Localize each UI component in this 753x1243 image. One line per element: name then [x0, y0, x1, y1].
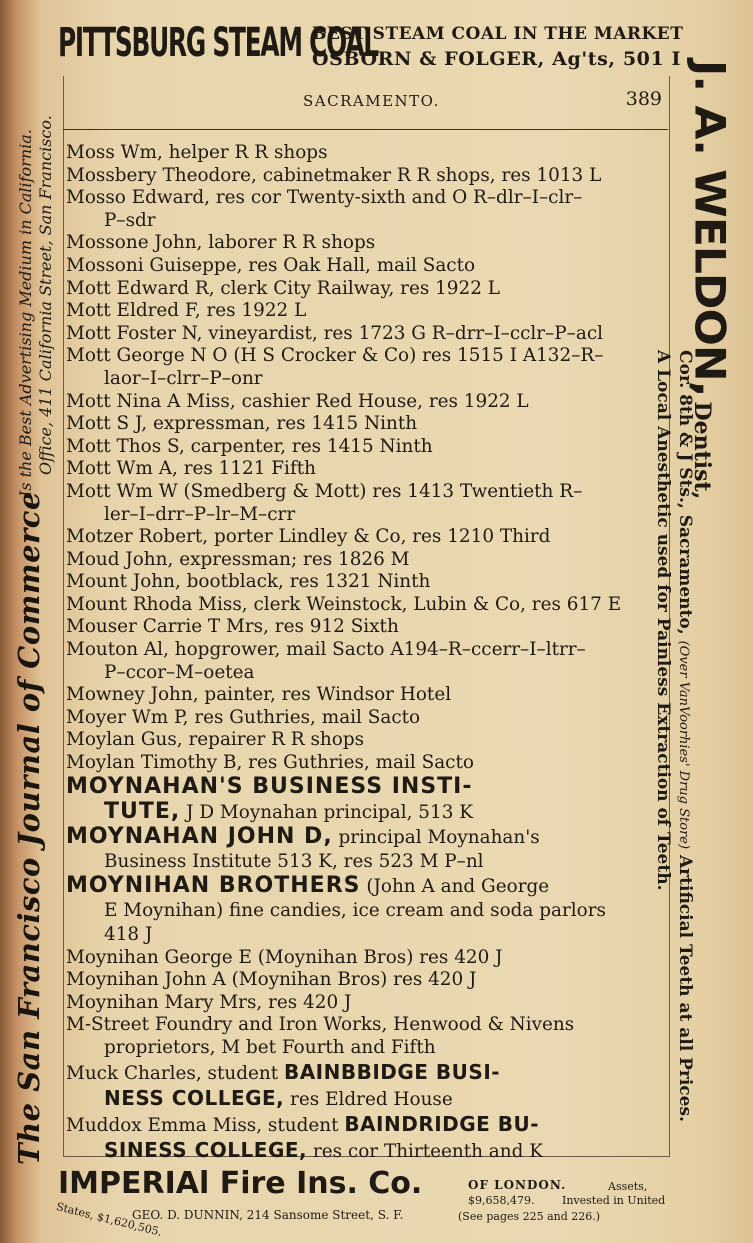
- bottom-ad-rates: States, $1,620,505.: [54, 1200, 164, 1239]
- directory-entry: Mouser Carrie T Mrs, res 912 Sixth: [66, 616, 399, 638]
- right-advertisement: [653, 60, 735, 1122]
- right-ad-name: J. A. WELDON,: [685, 60, 734, 397]
- directory-entry: Moynihan Mary Mrs, res 420 J: [66, 991, 352, 1013]
- directory-entry: Mossbery Theodore, cabinetmaker R R shops, res 1013 L: [66, 164, 602, 186]
- left-ad-main: The San Francisco Journal of Commerce: [12, 491, 46, 1165]
- directory-entry: Mossone John, laborer R R shops: [66, 232, 376, 254]
- directory-entry: Mott Wm A, res 1121 Fifth: [66, 458, 316, 480]
- directory-entries: [66, 142, 662, 1164]
- bottom-ad-agent: GEO. D. DUNNIN, 214 Sansome Street, S. F.: [132, 1208, 404, 1222]
- bottom-ad-assets: Assets,: [608, 1180, 648, 1193]
- directory-entry-bold: MOYNIHAN BROTHERS (John A and George E Moynihan) fine candies, ice cream and soda parlors 418 J: [66, 872, 606, 945]
- right-ad-title: Dentist,: [689, 401, 715, 500]
- directory-entry: Mossoni Guiseppe, res Oak Hall, mail Sacto: [66, 254, 476, 276]
- bottom-advertisement: [54, 1160, 694, 1240]
- right-ad-line3: A Local Anesthetic used for Painless Extraction of Teeth.: [653, 350, 673, 891]
- directory-entry: Mott S J, expressman, res 1415 Ninth: [66, 413, 418, 435]
- directory-entry: Moud John, expressman; res 1826 M: [66, 548, 410, 570]
- directory-entry: Moynihan John A (Moynihan Bros) res 420 J: [66, 969, 477, 991]
- bottom-ad-see: (See pages 225 and 226.): [458, 1210, 601, 1223]
- right-ad-line2: Cor. 8th & J Sts., Sacramento, (Over VanVoorhies' Drug Store) Artificial Teeth at all Prices.: [675, 350, 695, 1122]
- left-ad-line1: Is the Best Advertising Medium in California.: [16, 129, 35, 497]
- directory-entry: Mott George N O (H S Crocker & Co) res 1515 I A132–R– laor–I–clrr–P–onr: [66, 345, 604, 389]
- directory-entry: Mott Nina A Miss, cashier Red House, res 1922 L: [66, 390, 529, 412]
- directory-entry-bold: Muck Charles, student BAINBBIDGE BUSI- NESS COLLEGE, res Eldred House: [66, 1059, 501, 1110]
- bold-entry-name: MOYNIHAN BROTHERS: [66, 872, 361, 898]
- directory-entry: Mouton Al, hopgrower, mail Sacto A194–R–ccerr–I–ltrr– P–ccor–M–oetea: [66, 639, 586, 683]
- directory-entry: Mott Edward R, clerk City Railway, res 1922 L: [66, 277, 500, 299]
- bottom-ad-invested: Invested in United: [562, 1194, 666, 1207]
- directory-entry: Mosso Edward, res cor Twenty-sixth and O R–dlr–I–clr– P–sdr: [66, 187, 583, 231]
- bottom-ad-of: OF LONDON.: [468, 1178, 567, 1192]
- directory-entry: Moss Wm, helper R R shops: [66, 142, 328, 163]
- page-header: [63, 88, 668, 118]
- bold-entry-name: MOYNAHAN JOHN D,: [66, 823, 333, 849]
- bottom-ad-invest-amount: $9,658,479.: [468, 1194, 535, 1207]
- top-ad-brand: PITTSBURG STEAM COAL: [58, 20, 378, 66]
- directory-entry-bold: MOYNAHAN JOHN D, principal Moynahan's Business Institute 513 K, res 523 M P–nl: [66, 823, 540, 872]
- directory-entry: Moyer Wm P, res Guthries, mail Sacto: [66, 706, 421, 728]
- bold-entry-name: BAINDRIDGE BU-: [344, 1111, 540, 1136]
- header-rule: [63, 129, 668, 130]
- directory-entry: Moylan Timothy B, res Guthries, mail Sacto: [66, 752, 474, 774]
- directory-entry: Mowney John, painter, res Windsor Hotel: [66, 684, 452, 706]
- bold-entry-name: BAINBBIDGE BUSI-: [283, 1059, 501, 1084]
- left-ad-line2: Office, 411 California Street, San Francisco.: [36, 115, 55, 475]
- bold-entry-name: MOYNAHAN'S BUSINESS INSTI-: [66, 773, 473, 799]
- directory-entry: Mott Thos S, carpenter, res 1415 Ninth: [66, 435, 433, 457]
- left-advertisement: [0, 0, 62, 1243]
- directory-entry-bold: Muddox Emma Miss, student BAINDRIDGE BU- SINESS COLLEGE, res cor Thirteenth and K: [66, 1111, 543, 1162]
- directory-entry-bold: MOYNAHAN'S BUSINESS INSTI- TUTE, J D Moynahan principal, 513 K: [66, 773, 473, 824]
- directory-entry: Mott Foster N, vineyardist, res 1723 G R–drr–I–cclr–P–acl: [66, 322, 604, 344]
- top-advertisement: [58, 14, 748, 74]
- page-number: 389: [625, 88, 662, 110]
- directory-entry: Motzer Robert, porter Lindley & Co, res 1210 Third: [66, 526, 551, 548]
- directory-entry: Moynihan George E (Moynihan Bros) res 420 J: [66, 946, 503, 968]
- directory-entry: Mount John, bootblack, res 1321 Ninth: [66, 571, 431, 593]
- directory-entry: M-Street Foundry and Iron Works, Henwood & Nivens proprietors, M bet Fourth and Fifth: [66, 1014, 575, 1058]
- directory-entry: Mount Rhoda Miss, clerk Weinstock, Lubin & Co, res 617 E: [66, 593, 622, 615]
- top-ad-tagline: BEST STEAM COAL IN THE MARKET: [312, 24, 684, 44]
- page-city-heading: SACRAMENTO.: [303, 92, 440, 110]
- top-ad-agents: OSBORN & FOLGER, Ag'ts, 501 I: [312, 48, 682, 70]
- bottom-ad-brand: IMPERIAl Fire Ins. Co.: [58, 1166, 423, 1201]
- directory-entry: Mott Wm W (Smedberg & Mott) res 1413 Twentieth R– ler–I–drr–P–lr–M–crr: [66, 480, 583, 525]
- directory-entry: Moylan Gus, repairer R R shops: [66, 729, 365, 751]
- left-ad-text: [12, 115, 55, 1165]
- directory-entry: Mott Eldred F, res 1922 L: [66, 300, 307, 322]
